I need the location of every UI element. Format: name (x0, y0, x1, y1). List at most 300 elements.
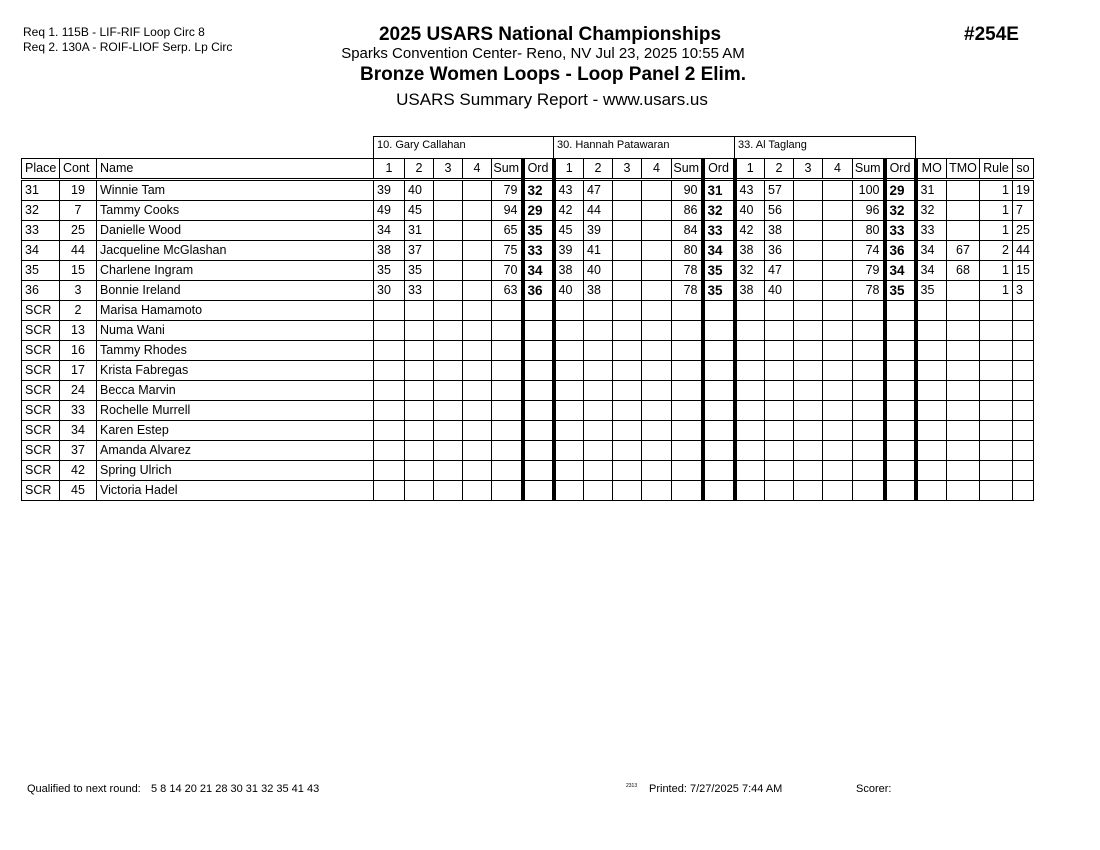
score-3-cell (434, 361, 463, 381)
sum-cell (492, 301, 523, 321)
score-1-cell: 40 (554, 281, 584, 301)
sum-cell (672, 341, 703, 361)
ordinal-cell (885, 401, 916, 421)
ordinal-cell (703, 381, 735, 401)
name-cell: Marisa Hamamoto (97, 301, 374, 321)
so-cell (1013, 341, 1034, 361)
so-cell (1013, 401, 1034, 421)
score-2-cell (405, 401, 434, 421)
score-3-cell (794, 241, 823, 261)
score-4-cell (463, 241, 492, 261)
qualified-label: Qualified to next round: (27, 783, 141, 795)
so-cell (1013, 441, 1034, 461)
score-1-cell (735, 481, 765, 501)
score-2-cell (405, 381, 434, 401)
mo-cell (916, 401, 947, 421)
sum-cell (672, 401, 703, 421)
score-4-cell (823, 261, 853, 281)
ordinal-cell: 32 (885, 201, 916, 221)
score-2-cell (584, 481, 613, 501)
score-3-cell (613, 301, 642, 321)
ordinal-cell (703, 441, 735, 461)
so-cell (1013, 421, 1034, 441)
requirement-1: Req 1. 115B - LIF-RIF Loop Circ 8 (23, 25, 205, 39)
tmo-cell (947, 341, 980, 361)
tmo-cell (947, 321, 980, 341)
judge-header-row (22, 137, 1034, 159)
ordinal-cell (703, 421, 735, 441)
score-3-cell (434, 281, 463, 301)
score-2-cell: 47 (584, 180, 613, 201)
cont-cell: 16 (60, 341, 97, 361)
score-3-cell (794, 221, 823, 241)
tmo-cell (947, 221, 980, 241)
name-cell: Jacqueline McGlashan (97, 241, 374, 261)
score-1-cell (554, 441, 584, 461)
score-3-cell (613, 321, 642, 341)
col-j2-ord: Ord (703, 159, 735, 180)
mo-cell (916, 461, 947, 481)
score-4-cell (823, 381, 853, 401)
col-j1-2: 2 (405, 159, 434, 180)
col-j2-sum: Sum (672, 159, 703, 180)
judge-2-label: 30. Hannah Patawaran (554, 137, 735, 159)
score-1-cell: 49 (374, 201, 405, 221)
mo-cell: 33 (916, 221, 947, 241)
score-4-cell (642, 180, 672, 201)
score-2-cell (584, 441, 613, 461)
score-4-cell (463, 180, 492, 201)
score-2-cell (765, 321, 794, 341)
score-3-cell (613, 461, 642, 481)
score-2-cell: 35 (405, 261, 434, 281)
score-2-cell (405, 321, 434, 341)
score-2-cell: 40 (584, 261, 613, 281)
so-cell (1013, 461, 1034, 481)
sum-cell: 80 (672, 241, 703, 261)
score-2-cell (584, 341, 613, 361)
score-4-cell (823, 421, 853, 441)
place-cell: SCR (22, 341, 60, 361)
score-4-cell (463, 281, 492, 301)
score-1-cell: 38 (735, 281, 765, 301)
score-4-cell (463, 461, 492, 481)
sum-cell: 78 (672, 281, 703, 301)
ordinal-cell (885, 321, 916, 341)
score-4-cell (463, 441, 492, 461)
score-4-cell (823, 461, 853, 481)
scorer-label: Scorer: (856, 783, 892, 795)
score-3-cell (434, 321, 463, 341)
score-1-cell: 40 (735, 201, 765, 221)
place-cell: SCR (22, 321, 60, 341)
score-4-cell (463, 201, 492, 221)
table-row (22, 381, 1034, 401)
score-4-cell (642, 401, 672, 421)
sum-cell: 70 (492, 261, 523, 281)
score-3-cell (794, 261, 823, 281)
score-1-cell (735, 461, 765, 481)
ordinal-cell (703, 321, 735, 341)
score-4-cell (463, 421, 492, 441)
score-3-cell (434, 421, 463, 441)
printed-timestamp: Printed: 7/27/2025 7:44 AM (649, 783, 783, 795)
place-cell: SCR (22, 381, 60, 401)
score-1-cell: 45 (554, 221, 584, 241)
name-cell: Danielle Wood (97, 221, 374, 241)
rule-cell (980, 421, 1013, 441)
ordinal-cell: 33 (885, 221, 916, 241)
col-j3-1: 1 (735, 159, 765, 180)
col-name: Name (97, 159, 374, 180)
cont-cell: 37 (60, 441, 97, 461)
sum-cell: 79 (853, 261, 885, 281)
ordinal-cell: 31 (703, 180, 735, 201)
sum-cell (672, 441, 703, 461)
cont-cell: 44 (60, 241, 97, 261)
score-3-cell (794, 381, 823, 401)
so-cell: 25 (1013, 221, 1034, 241)
mo-cell (916, 361, 947, 381)
score-1-cell (374, 301, 405, 321)
so-cell (1013, 361, 1034, 381)
score-4-cell (823, 201, 853, 221)
sum-cell (492, 381, 523, 401)
table-row (22, 180, 1034, 201)
ordinal-cell (885, 341, 916, 361)
score-4-cell (463, 301, 492, 321)
ordinal-cell: 33 (523, 241, 554, 261)
col-tmo: TMO (947, 159, 980, 180)
so-cell: 3 (1013, 281, 1034, 301)
place-cell: SCR (22, 401, 60, 421)
ordinal-cell: 35 (523, 221, 554, 241)
tmo-cell (947, 421, 980, 441)
sum-cell: 84 (672, 221, 703, 241)
name-cell: Amanda Alvarez (97, 441, 374, 461)
rule-cell (980, 441, 1013, 461)
score-4-cell (642, 201, 672, 221)
score-4-cell (642, 321, 672, 341)
score-3-cell (434, 261, 463, 281)
ordinal-cell: 36 (885, 241, 916, 261)
score-2-cell: 57 (765, 180, 794, 201)
place-cell: 35 (22, 261, 60, 281)
name-cell: Charlene Ingram (97, 261, 374, 281)
qualified-list: 5 8 14 20 21 28 30 31 32 35 41 43 (151, 783, 320, 795)
ordinal-cell: 35 (885, 281, 916, 301)
score-1-cell: 43 (735, 180, 765, 201)
ordinal-cell (523, 381, 554, 401)
score-1-cell (735, 321, 765, 341)
score-2-cell: 47 (765, 261, 794, 281)
mo-cell (916, 341, 947, 361)
col-so: so (1013, 159, 1034, 180)
col-j1-3: 3 (434, 159, 463, 180)
mo-cell: 32 (916, 201, 947, 221)
col-rule: Rule (980, 159, 1013, 180)
score-1-cell (735, 401, 765, 421)
ordinal-cell: 35 (703, 261, 735, 281)
score-2-cell: 44 (584, 201, 613, 221)
score-2-cell: 56 (765, 201, 794, 221)
cont-cell: 19 (60, 180, 97, 201)
tmo-cell (947, 381, 980, 401)
mo-cell (916, 381, 947, 401)
score-1-cell (554, 381, 584, 401)
score-2-cell: 45 (405, 201, 434, 221)
ordinal-cell (523, 481, 554, 501)
score-2-cell (405, 341, 434, 361)
so-cell: 44 (1013, 241, 1034, 261)
score-2-cell (584, 421, 613, 441)
score-2-cell (584, 461, 613, 481)
score-4-cell (463, 341, 492, 361)
requirement-2: Req 2. 130A - ROIF-LIOF Serp. Lp Circ (23, 40, 233, 54)
score-1-cell (554, 481, 584, 501)
score-1-cell (554, 321, 584, 341)
sum-cell: 78 (672, 261, 703, 281)
score-3-cell (613, 201, 642, 221)
col-j2-4: 4 (642, 159, 672, 180)
score-1-cell: 39 (374, 180, 405, 201)
score-3-cell (613, 401, 642, 421)
tmo-cell (947, 180, 980, 201)
score-4-cell (642, 241, 672, 261)
score-3-cell (613, 481, 642, 501)
score-3-cell (794, 361, 823, 381)
place-cell: 34 (22, 241, 60, 261)
sum-cell (853, 341, 885, 361)
score-2-cell (405, 301, 434, 321)
score-3-cell (794, 421, 823, 441)
ordinal-cell (703, 361, 735, 381)
sum-cell (492, 461, 523, 481)
score-4-cell (463, 381, 492, 401)
tmo-cell (947, 461, 980, 481)
score-1-cell (554, 301, 584, 321)
ordinal-cell: 29 (523, 201, 554, 221)
score-2-cell (405, 441, 434, 461)
so-cell (1013, 301, 1034, 321)
tmo-cell (947, 481, 980, 501)
sum-cell (853, 421, 885, 441)
score-4-cell (823, 221, 853, 241)
score-3-cell (794, 301, 823, 321)
score-2-cell (584, 321, 613, 341)
score-1-cell (554, 341, 584, 361)
table-row (22, 401, 1034, 421)
score-3-cell (613, 241, 642, 261)
cont-cell: 13 (60, 321, 97, 341)
score-3-cell (613, 441, 642, 461)
score-2-cell: 40 (765, 281, 794, 301)
rule-cell: 1 (980, 201, 1013, 221)
score-4-cell (642, 481, 672, 501)
name-cell: Tammy Cooks (97, 201, 374, 221)
mo-cell (916, 441, 947, 461)
place-cell: 31 (22, 180, 60, 201)
sum-cell: 75 (492, 241, 523, 261)
sum-cell (672, 481, 703, 501)
score-3-cell (794, 281, 823, 301)
col-cont: Cont (60, 159, 97, 180)
score-3-cell (794, 201, 823, 221)
table-row (22, 321, 1034, 341)
score-3-cell (613, 221, 642, 241)
sum-cell (672, 301, 703, 321)
mo-cell (916, 321, 947, 341)
score-3-cell (794, 441, 823, 461)
ordinal-cell (885, 381, 916, 401)
ordinal-cell (703, 341, 735, 361)
sum-cell (853, 361, 885, 381)
col-j3-3: 3 (794, 159, 823, 180)
mo-cell: 34 (916, 261, 947, 281)
table-row (22, 221, 1034, 241)
sum-cell (492, 361, 523, 381)
rule-cell: 2 (980, 241, 1013, 261)
score-2-cell (405, 461, 434, 481)
tmo-cell: 68 (947, 261, 980, 281)
rule-cell: 1 (980, 261, 1013, 281)
cont-cell: 2 (60, 301, 97, 321)
ordinal-cell (885, 361, 916, 381)
sum-cell (853, 301, 885, 321)
name-cell: Bonnie Ireland (97, 281, 374, 301)
report-title: USARS Summary Report - www.usars.us (396, 90, 708, 109)
score-3-cell (434, 180, 463, 201)
score-3-cell (794, 401, 823, 421)
tiny-code: 2313 (626, 783, 638, 789)
score-1-cell (374, 421, 405, 441)
sum-cell: 74 (853, 241, 885, 261)
score-2-cell: 41 (584, 241, 613, 261)
col-j3-sum: Sum (853, 159, 885, 180)
rule-cell (980, 321, 1013, 341)
score-2-cell (584, 361, 613, 381)
score-4-cell (642, 461, 672, 481)
score-4-cell (642, 261, 672, 281)
sum-cell (672, 321, 703, 341)
score-4-cell (642, 281, 672, 301)
score-4-cell (463, 221, 492, 241)
sum-cell (672, 421, 703, 441)
ordinal-cell: 34 (885, 261, 916, 281)
score-2-cell: 40 (405, 180, 434, 201)
score-3-cell (794, 481, 823, 501)
score-3-cell (613, 421, 642, 441)
score-2-cell (765, 461, 794, 481)
score-1-cell: 42 (735, 221, 765, 241)
ordinal-cell (703, 401, 735, 421)
sum-cell: 86 (672, 201, 703, 221)
score-2-cell (765, 381, 794, 401)
sum-cell (853, 441, 885, 461)
ordinal-cell (523, 301, 554, 321)
rule-cell (980, 381, 1013, 401)
name-cell: Becca Marvin (97, 381, 374, 401)
score-1-cell (374, 321, 405, 341)
score-4-cell (823, 401, 853, 421)
score-2-cell (765, 361, 794, 381)
ordinal-cell (523, 421, 554, 441)
sum-cell: 65 (492, 221, 523, 241)
score-2-cell (405, 481, 434, 501)
score-3-cell (434, 341, 463, 361)
score-3-cell (434, 201, 463, 221)
score-1-cell (735, 421, 765, 441)
score-3-cell (794, 321, 823, 341)
score-3-cell (434, 241, 463, 261)
score-2-cell (765, 421, 794, 441)
sum-cell (492, 441, 523, 461)
rule-cell: 1 (980, 281, 1013, 301)
score-4-cell (823, 281, 853, 301)
score-2-cell (765, 301, 794, 321)
score-2-cell: 38 (584, 281, 613, 301)
so-cell (1013, 481, 1034, 501)
cont-cell: 3 (60, 281, 97, 301)
score-4-cell (642, 441, 672, 461)
score-3-cell (613, 281, 642, 301)
score-1-cell: 39 (554, 241, 584, 261)
cont-cell: 24 (60, 381, 97, 401)
ordinal-cell: 34 (523, 261, 554, 281)
ordinal-cell (523, 361, 554, 381)
score-2-cell (584, 381, 613, 401)
cont-cell: 17 (60, 361, 97, 381)
sum-cell (853, 321, 885, 341)
tmo-cell (947, 441, 980, 461)
score-3-cell (434, 301, 463, 321)
so-cell: 7 (1013, 201, 1034, 221)
score-4-cell (642, 421, 672, 441)
tmo-cell (947, 401, 980, 421)
rule-cell (980, 301, 1013, 321)
ordinal-cell (523, 321, 554, 341)
sum-cell (492, 421, 523, 441)
score-4-cell (642, 381, 672, 401)
score-2-cell: 39 (584, 221, 613, 241)
cont-cell: 25 (60, 221, 97, 241)
score-4-cell (642, 221, 672, 241)
score-4-cell (463, 261, 492, 281)
rule-cell (980, 481, 1013, 501)
score-3-cell (613, 341, 642, 361)
table-row (22, 261, 1034, 281)
venue-date: Sparks Convention Center- Reno, NV Jul 23, 2025 10:55 AM (341, 45, 745, 62)
championship-title: 2025 USARS National Championships (378, 24, 722, 45)
score-1-cell: 43 (554, 180, 584, 201)
score-1-cell (735, 381, 765, 401)
col-j3-4: 4 (823, 159, 853, 180)
col-j2-1: 1 (554, 159, 584, 180)
score-3-cell (794, 180, 823, 201)
ordinal-cell: 32 (523, 180, 554, 201)
score-4-cell (823, 441, 853, 461)
ordinal-cell (523, 401, 554, 421)
cont-cell: 34 (60, 421, 97, 441)
score-1-cell (554, 421, 584, 441)
score-2-cell: 33 (405, 281, 434, 301)
score-4-cell (823, 341, 853, 361)
mo-cell (916, 421, 947, 441)
score-1-cell: 32 (735, 261, 765, 281)
column-header-row (22, 159, 1034, 180)
table-row (22, 341, 1034, 361)
score-3-cell (434, 441, 463, 461)
